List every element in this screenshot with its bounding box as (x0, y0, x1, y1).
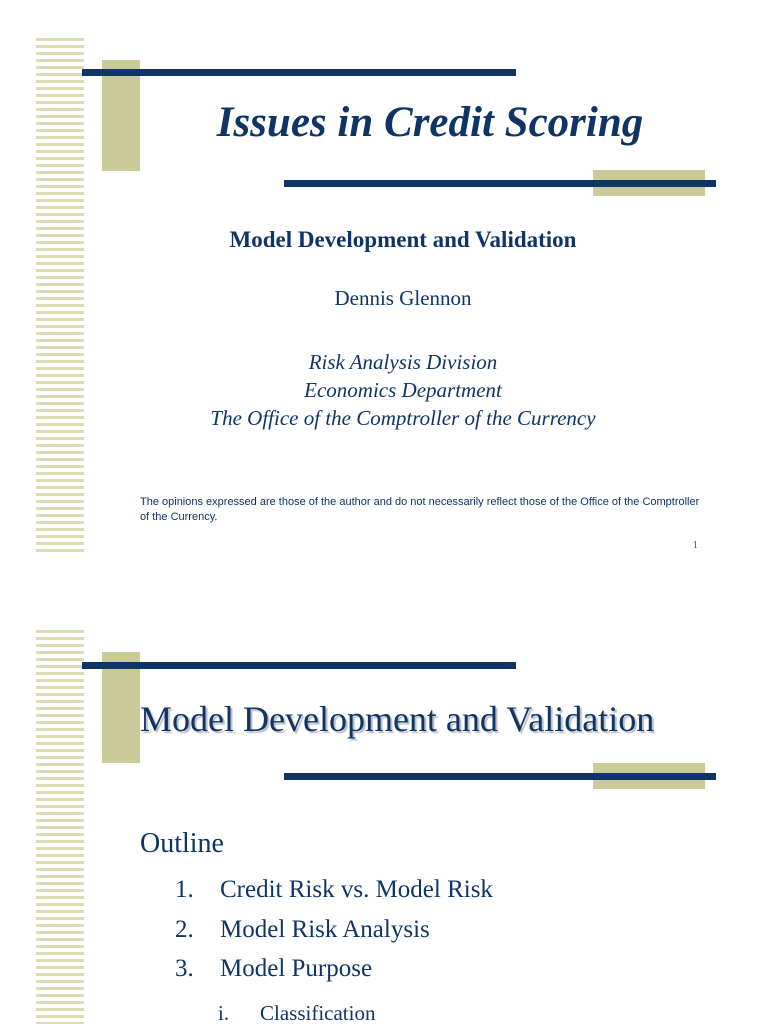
title-rule-top (82, 69, 516, 76)
outline-item-text: Credit Risk vs. Model Risk (220, 876, 493, 903)
disclaimer: The opinions expressed are those of the author and do not necessarily reflect those of the Office of the Comptroller of the Currency. (140, 496, 700, 523)
decorative-stripes (36, 38, 84, 552)
author-name: Dennis Glennon (334, 286, 472, 310)
sub-item-text: Classification (260, 1001, 376, 1024)
affiliation-office: The Office of the Comptroller of the Currency (210, 406, 596, 430)
title-rule-bottom (284, 773, 716, 780)
accent-block-top (102, 60, 140, 171)
slide-title: Model Development and Validation (140, 699, 655, 739)
slide-2 (0, 590, 768, 1024)
outline-item-text: Model Risk Analysis (220, 916, 430, 943)
page-number: 1 (692, 539, 698, 551)
outline-heading: Outline (140, 828, 224, 859)
decorative-stripes (36, 630, 84, 1024)
slide-title: Issues in Credit Scoring (216, 99, 644, 146)
outline-item-number: 3. (175, 955, 194, 982)
outline-item-number: 1. (175, 876, 194, 903)
title-rule-bottom (284, 180, 716, 187)
affiliation-department: Economics Department (304, 378, 502, 402)
outline-item-number: 2. (175, 916, 194, 943)
outline-item-text: Model Purpose (220, 955, 373, 982)
slide-subtitle: Model Development and Validation (229, 227, 577, 252)
affiliation-division: Risk Analysis Division (308, 350, 498, 374)
title-rule-top (82, 662, 516, 669)
sub-item-number: i. (218, 1001, 230, 1024)
